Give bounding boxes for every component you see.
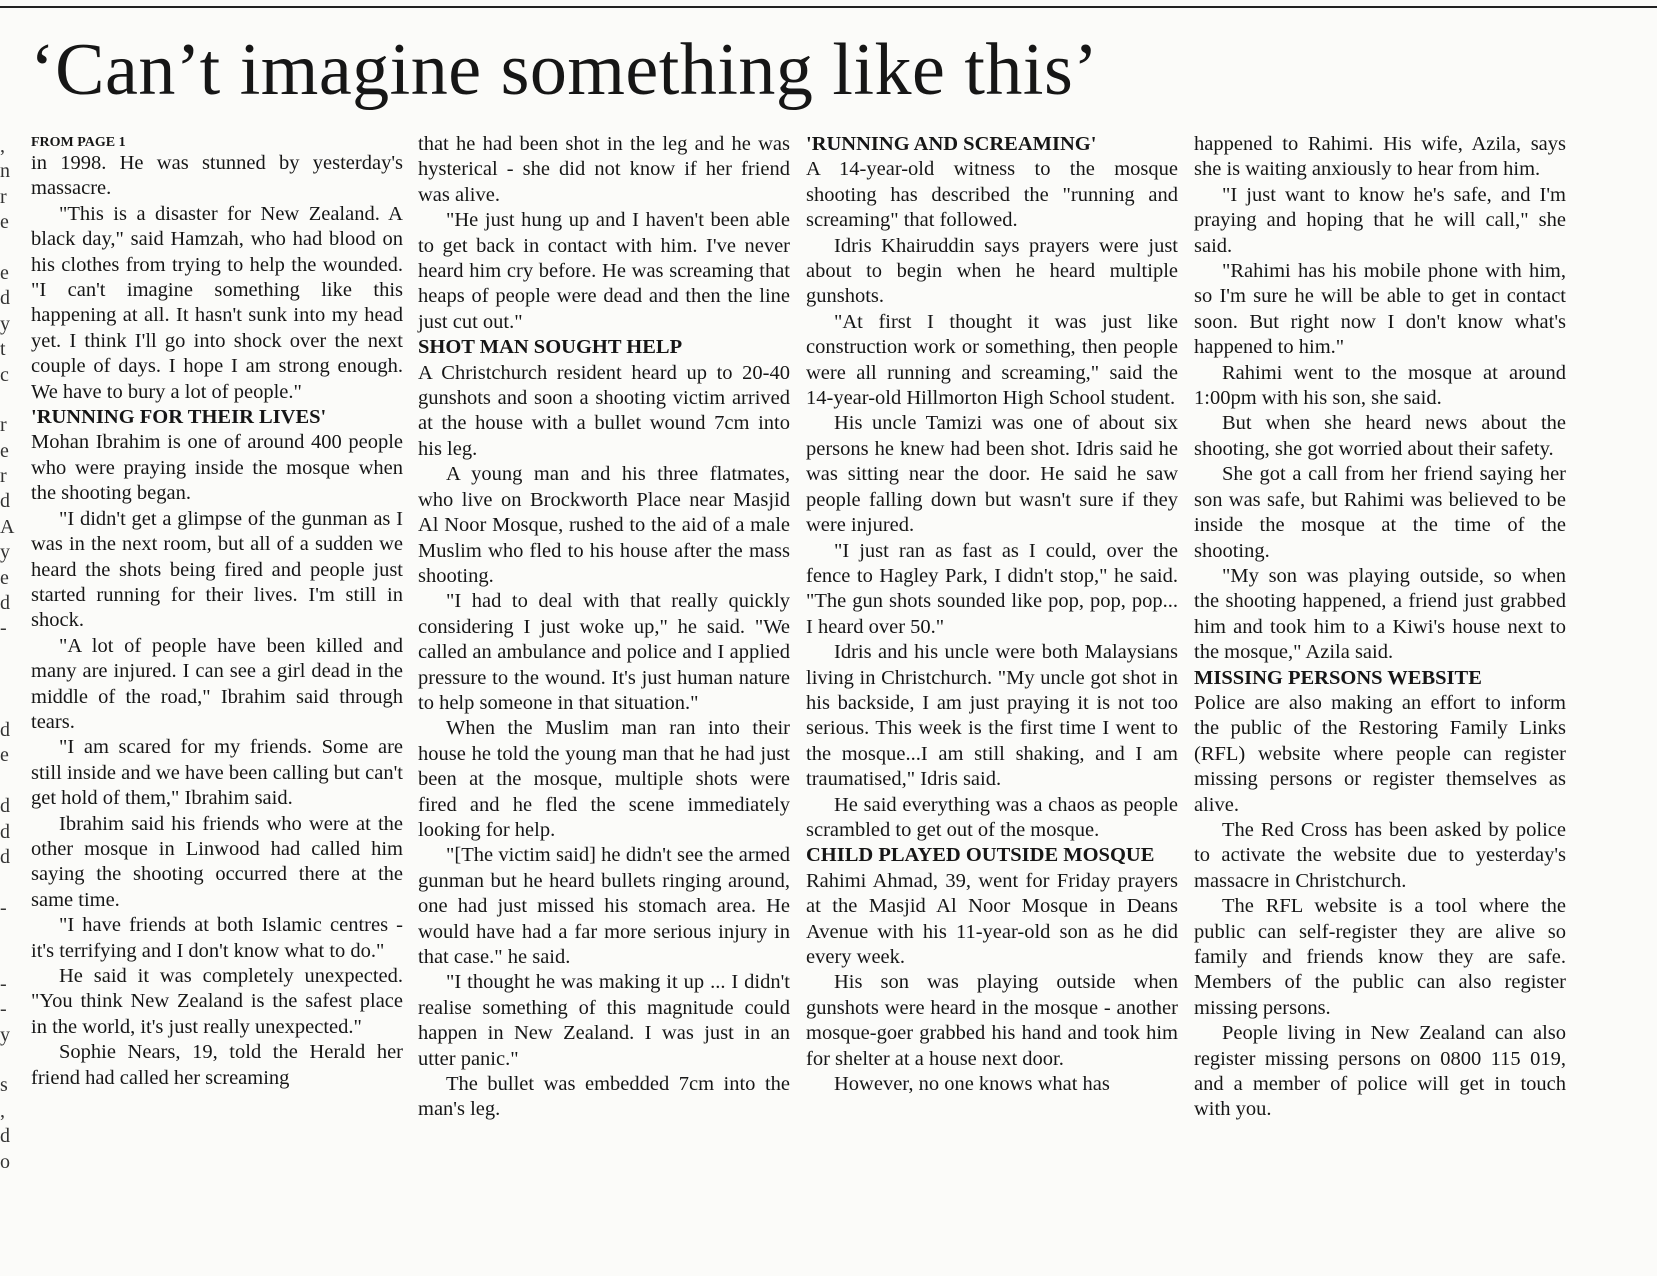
fragment-glyph: r: [0, 465, 7, 488]
paragraph: He said everything was a chaos as people scrambled to get out of the mosque.: [806, 793, 1178, 841]
paragraph: in 1998. He was stunned by yesterday's massacre.: [31, 152, 403, 200]
fragment-glyph: r: [0, 185, 7, 208]
article-column-1: [31, 132, 403, 1091]
fragment-glyph: d: [0, 1125, 10, 1148]
paragraph: The bullet was embedded 7cm into the man's leg.: [418, 1073, 790, 1121]
fragment-glyph: -: [0, 896, 7, 919]
fragment-glyph: t: [0, 338, 6, 361]
fragment-glyph: e: [0, 744, 9, 767]
fragment-glyph: -: [0, 617, 7, 640]
fragment-glyph: d: [0, 718, 10, 741]
fragment-glyph: [0, 1048, 12, 1073]
paragraph: But when she heard news about the shooting, she got worried about their safety.: [1194, 412, 1566, 460]
paragraph: People living in New Zealand can also register missing persons on 0800 115 019, and a member of police will get in touch with you.: [1194, 1022, 1566, 1121]
subheading: 'RUNNING FOR THEIR LIVES': [31, 406, 327, 429]
paragraph: "I have friends at both Islamic centres - it's terrifying and I don't know what to do.": [31, 914, 403, 962]
fragment-glyph: y: [0, 541, 10, 564]
fragment-glyph: d: [0, 820, 10, 843]
paragraph: The Red Cross has been asked by police to activate the website due to yesterday's massacre in Christchurch.: [1194, 818, 1566, 892]
fragment-glyph: [0, 236, 12, 261]
paragraph: She got a call from her friend saying her son was safe, but Rahimi was believed to be inside the mosque at the time of the shooting.: [1194, 463, 1566, 562]
top-rule: [0, 6, 1657, 8]
fragment-glyph: r: [0, 414, 7, 437]
fragment-glyph: e: [0, 211, 9, 234]
paragraph: Idris and his uncle were both Malaysians living in Christchurch. "My uncle got shot in his backside, I am just praying it is not too serious. This week is the first time I went to the mosque...I am still shaking, and I am traumatised," Idris said.: [806, 641, 1178, 791]
fragment-glyph: [0, 947, 12, 972]
fragment-glyph: d: [0, 287, 10, 310]
paragraph: A young man and his three flatmates, who live on Brockworth Place near Masjid Al Noor Mosque, rushed to the aid of a male Muslim who fled to his house after the mass shooting.: [418, 463, 790, 587]
paragraph: "I thought he was making it up ... I didn't realise something of this magnitude could happen in New Zealand. I was just in an utter panic.": [418, 971, 790, 1070]
fragment-glyph: e: [0, 261, 9, 284]
paragraph: "[The victim said] he didn't see the armed gunman but he heard bullets ringing around, one had just missed his stomach area. He would have had a far more serious injury in that case." he said.: [418, 844, 790, 968]
paragraph: "I just want to know he's safe, and I'm praying and hoping that he will call," she said.: [1194, 183, 1566, 257]
paragraph: "Rahimi has his mobile phone with him, so I'm sure he will be able to get in contact soon. But right now I don't know what's happened to him.": [1194, 260, 1566, 359]
fragment-glyph: e: [0, 439, 9, 462]
fragment-glyph: d: [0, 845, 10, 868]
paragraph: He said it was completely unexpected. "You think New Zealand is the safest place in the world, it's just really unexpected.": [31, 965, 403, 1038]
fragment-glyph: [0, 921, 12, 946]
paragraph: "My son was playing outside, so when the shooting happened, a friend just grabbed him and took him to a Kiwi's house next to the mosque," Azila said.: [1194, 564, 1566, 664]
paragraph: Ibrahim said his friends who were at the other mosque in Linwood had called him saying the shooting occurred there at the same time.: [31, 812, 403, 911]
paragraph: "A lot of people have been killed and many are injured. I can see a girl dead in the middle of the road," Ibrahim said through tears.: [31, 634, 403, 733]
paragraph: that he had been shot in the leg and he was hysterical - she did not know if her friend was alive.: [418, 133, 790, 206]
fragment-glyph: ,: [0, 1099, 5, 1122]
fragment-glyph: A: [0, 515, 15, 538]
paragraph: A 14-year-old witness to the mosque shooting has described the "running and screaming" that followed.: [806, 158, 1178, 232]
fragment-glyph: o: [0, 1150, 10, 1173]
kicker: FROM PAGE 1: [31, 135, 126, 150]
fragment-glyph: d: [0, 490, 10, 513]
fragment-glyph: s: [0, 1074, 8, 1097]
subheading: MISSING PERSONS WEBSITE: [1194, 666, 1482, 689]
paragraph: "I just ran as fast as I could, over the fence to Hagley Park, I didn't stop," he said. "The gun shots sounded like pop, pop, pop... I heard over 50.": [806, 539, 1178, 638]
article-column-2: [418, 132, 790, 1123]
headline: ‘Can’t imagine something like this’: [30, 29, 1099, 111]
paragraph: Rahimi went to the mosque at around 1:00pm with his son, she said.: [1194, 361, 1566, 410]
subheading: 'RUNNING AND SCREAMING': [806, 133, 1097, 155]
paragraph: Police are also making an effort to inform the public of the Restoring Family Links (RFL) website where people can register missing persons or register themselves as alive.: [1194, 691, 1566, 816]
paragraph: Mohan Ibrahim is one of around 400 people who were praying inside the mosque when the shooting began.: [31, 431, 403, 505]
fragment-glyph: [0, 667, 12, 692]
paragraph: "At first I thought it was just like construction work or something, then people were all running and screaming," said the 14-year-old Hillmorton High School student.: [806, 310, 1178, 410]
paragraph: When the Muslim man ran into their house he told the young man that he had just been at the mosque, multiple shots were fired and he fled the scene immediately looking for help.: [418, 717, 790, 841]
paragraph: "This is a disaster for New Zealand. A black day," said Hamzah, who had blood on his clothes from trying to help the wounded. "I can't imagine something like this happening at all. It hasn't sunk into my head yet. I think I'll go into shock over the next couple of days. I hope I am strong enough. We have to bury a lot of people.": [31, 202, 403, 403]
article-column-3: [806, 132, 1178, 1097]
paragraph: The RFL website is a tool where the public can self-register they are alive so family and friends know they are safe. Members of the public can also register missing persons.: [1194, 895, 1566, 1019]
fragment-glyph: -: [0, 998, 7, 1021]
paragraph: His son was playing outside when gunshots were heard in the mosque - another mosque-goer grabbed his hand and took him for shelter at a house next door.: [806, 971, 1178, 1070]
paragraph: "He just hung up and I haven't been able to get back in contact with him. I've never heard him cry before. He was screaming that heaps of people were dead and then the line just cut out.": [418, 209, 790, 333]
fragment-glyph: [0, 769, 12, 794]
subheading: CHILD PLAYED OUTSIDE MOSQUE: [806, 844, 1155, 867]
fragment-glyph: ,: [0, 135, 5, 157]
article-column-4: [1194, 132, 1566, 1123]
fragment-glyph: d: [0, 795, 10, 818]
fragment-glyph: e: [0, 566, 9, 589]
fragment-glyph: y: [0, 1023, 10, 1046]
fragment-glyph: d: [0, 592, 10, 615]
paragraph: Rahimi Ahmad, 39, went for Friday prayers at the Masjid Al Noor Mosque in Deans Avenue with his 11-year-old son as he did every week.: [806, 869, 1178, 968]
fragment-glyph: c: [0, 363, 9, 386]
paragraph: His uncle Tamizi was one of about six persons he knew had been shot. Idris said he was sitting near the door. He said he saw people falling down but wasn't sure if they were injured.: [806, 412, 1178, 537]
fragment-glyph: [0, 693, 12, 718]
paragraph: Idris Khairuddin says prayers were just about to begin when he heard multiple gunshots.: [806, 234, 1178, 308]
subheading: SHOT MAN SOUGHT HELP: [418, 336, 683, 359]
paragraph: However, no one knows what has: [834, 1073, 1110, 1096]
fragment-glyph: y: [0, 312, 10, 335]
fragment-glyph: n: [0, 160, 10, 183]
paragraph: happened to Rahimi. His wife, Azila, says she is waiting anxiously to hear from him.: [1194, 133, 1566, 181]
previous-column-fragments: [0, 134, 15, 1175]
fragment-glyph: [0, 870, 12, 895]
paragraph: A Christchurch resident heard up to 20-40 gunshots and soon a shooting victim arrived at the house with a bullet wound 7cm into his leg.: [418, 361, 790, 460]
paragraph: "I had to deal with that really quickly considering I just woke up," he said. "We called an ambulance and police and I applied pressure to the wound. It's just human nature to help someone in that situation.": [418, 590, 790, 714]
paragraph: "I didn't get a glimpse of the gunman as I was in the next room, but all of a sudden we heard the shots being fired and people just started running for their lives. I'm still in shock.: [31, 507, 403, 632]
fragment-glyph: -: [0, 972, 7, 995]
fragment-glyph: [0, 388, 12, 413]
fragment-glyph: [0, 642, 12, 667]
paragraph: "I am scared for my friends. Some are still inside and we have been calling but can't get hold of them," Ibrahim said.: [31, 736, 403, 810]
paragraph: Sophie Nears, 19, told the Herald her friend had called her screaming: [31, 1041, 403, 1089]
